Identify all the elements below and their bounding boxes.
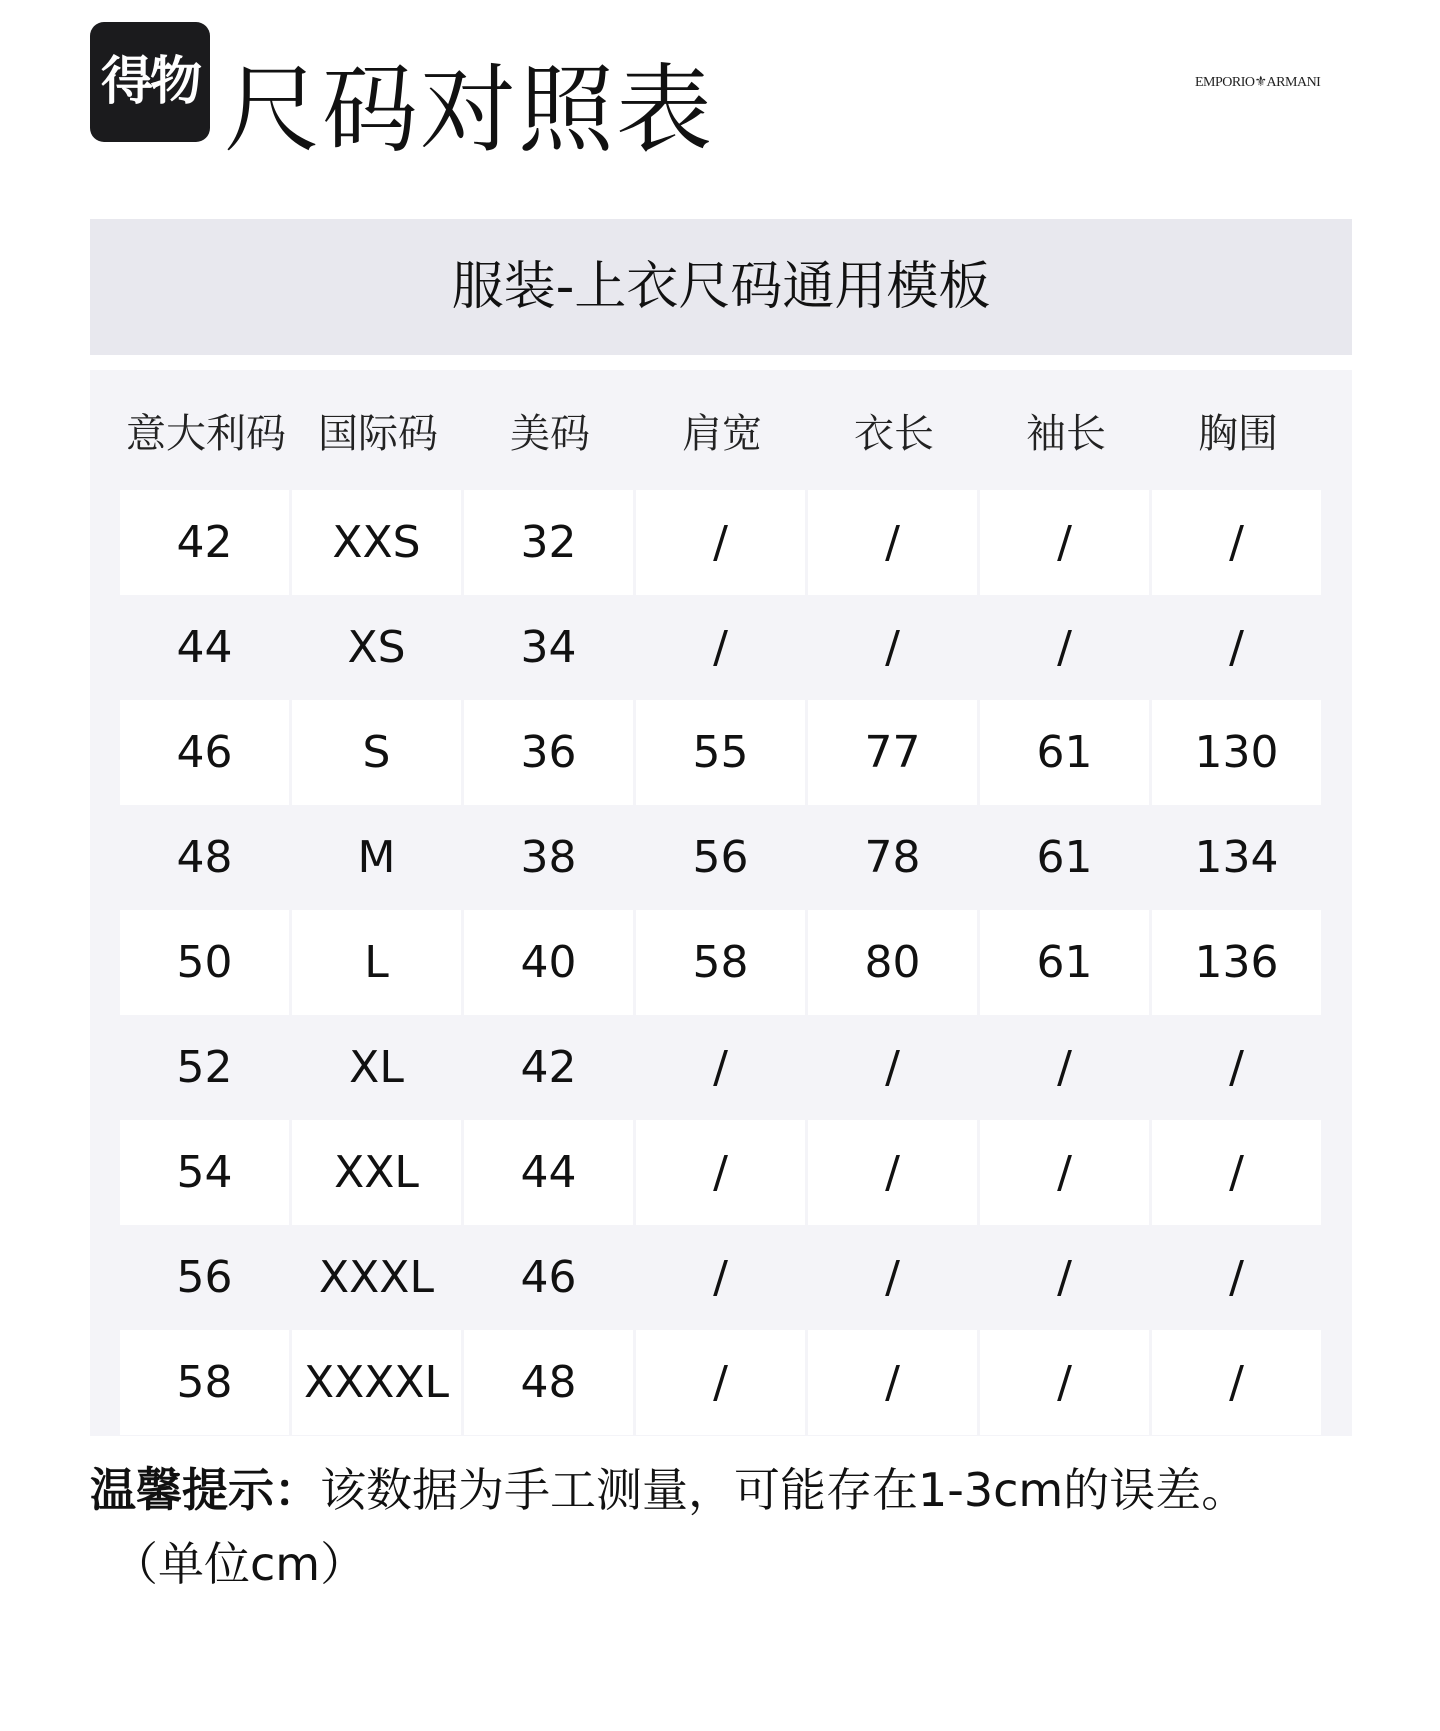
table-row xyxy=(120,1330,1321,1435)
column-header: 肩宽 xyxy=(682,410,762,457)
table-cell: 38 xyxy=(520,832,577,883)
table-cell: XXXL xyxy=(319,1252,434,1303)
table-cell: 56 xyxy=(692,832,749,883)
table-title: 服装-上衣尺码通用模板 xyxy=(451,257,991,317)
table-cell: / xyxy=(1152,1120,1321,1225)
notice xyxy=(90,1456,1390,1525)
table-cell: S xyxy=(292,700,461,805)
table-cell: / xyxy=(808,490,977,595)
table-cell: / xyxy=(1229,622,1244,673)
table-cell: / xyxy=(885,1252,900,1303)
table-cell: 32 xyxy=(464,490,633,595)
table-cell: 61 xyxy=(980,700,1149,805)
table-cell: / xyxy=(1229,1252,1244,1303)
table-cell: / xyxy=(1057,1252,1072,1303)
table-cell: 78 xyxy=(864,832,921,883)
table-cell: 40 xyxy=(464,910,633,1015)
table-cell: XXS xyxy=(292,490,461,595)
table-cell: 36 xyxy=(464,700,633,805)
table-cell: / xyxy=(1229,1042,1244,1093)
table-row xyxy=(120,1225,1321,1330)
table-cell: 61 xyxy=(1036,832,1093,883)
table-cell: XXL xyxy=(292,1120,461,1225)
table-cell: 58 xyxy=(120,1330,289,1435)
table-cell: / xyxy=(713,1252,728,1303)
table-cell: 48 xyxy=(464,1330,633,1435)
table-body xyxy=(120,490,1321,1435)
table-cell: / xyxy=(808,1330,977,1435)
table-cell: XL xyxy=(349,1042,404,1093)
table-cell: L xyxy=(292,910,461,1015)
table-cell: XXXXL xyxy=(292,1330,461,1435)
table-cell: 77 xyxy=(808,700,977,805)
table-cell: / xyxy=(636,490,805,595)
table-cell: 44 xyxy=(464,1120,633,1225)
table-cell: 54 xyxy=(120,1120,289,1225)
table-row xyxy=(120,1015,1321,1120)
table-cell: / xyxy=(980,490,1149,595)
table-cell: / xyxy=(1152,490,1321,595)
table-cell: 52 xyxy=(176,1042,233,1093)
table-row xyxy=(120,910,1321,1015)
table-cell: 55 xyxy=(636,700,805,805)
table-cell: / xyxy=(980,1330,1149,1435)
page-title: 尺码对照表 xyxy=(224,54,714,166)
table-cell: / xyxy=(713,622,728,673)
table-title-banner xyxy=(90,219,1352,355)
column-header: 国际码 xyxy=(318,410,438,457)
table-cell: 136 xyxy=(1152,910,1321,1015)
app-logo xyxy=(90,22,210,142)
brand-logo: EMPORIO⚜ARMANI xyxy=(1195,75,1321,90)
table-cell: 44 xyxy=(176,622,233,673)
table-row xyxy=(120,490,1321,595)
table-cell: 130 xyxy=(1152,700,1321,805)
table-cell: / xyxy=(1152,1330,1321,1435)
size-table xyxy=(90,370,1352,1436)
table-cell: M xyxy=(357,832,396,883)
table-cell: 46 xyxy=(120,700,289,805)
table-cell: / xyxy=(885,1042,900,1093)
notice-label: 温馨提示： xyxy=(90,1463,320,1517)
table-header-row xyxy=(120,370,1324,490)
notice-text: 该数据为手工测量，可能存在1-3cm的误差。 xyxy=(320,1463,1248,1517)
table-cell: 34 xyxy=(520,622,577,673)
table-cell: 48 xyxy=(176,832,233,883)
column-header: 意大利码 xyxy=(126,410,286,457)
column-header: 衣长 xyxy=(854,410,934,457)
table-cell: / xyxy=(1057,1042,1072,1093)
table-cell: 56 xyxy=(176,1252,233,1303)
app-logo-text: 得物 xyxy=(100,52,199,112)
table-cell: / xyxy=(636,1120,805,1225)
column-header: 袖长 xyxy=(1026,410,1106,457)
table-row xyxy=(120,700,1321,805)
table-cell: 61 xyxy=(980,910,1149,1015)
table-cell: 46 xyxy=(520,1252,577,1303)
table-cell: 58 xyxy=(636,910,805,1015)
table-cell: / xyxy=(1057,622,1072,673)
table-cell: / xyxy=(808,1120,977,1225)
table-cell: 42 xyxy=(120,490,289,595)
unit-note: （单位cm） xyxy=(112,1537,367,1591)
table-cell: XS xyxy=(347,622,406,673)
table-cell: 50 xyxy=(120,910,289,1015)
table-cell: / xyxy=(636,1330,805,1435)
table-row xyxy=(120,1120,1321,1225)
table-cell: 80 xyxy=(808,910,977,1015)
table-row xyxy=(120,805,1321,910)
table-row xyxy=(120,595,1321,700)
table-cell: 42 xyxy=(520,1042,577,1093)
table-cell: / xyxy=(980,1120,1149,1225)
table-cell: / xyxy=(885,622,900,673)
column-header: 美码 xyxy=(510,410,590,457)
column-header: 胸围 xyxy=(1198,410,1278,457)
table-cell: 134 xyxy=(1194,832,1279,883)
table-cell: / xyxy=(713,1042,728,1093)
